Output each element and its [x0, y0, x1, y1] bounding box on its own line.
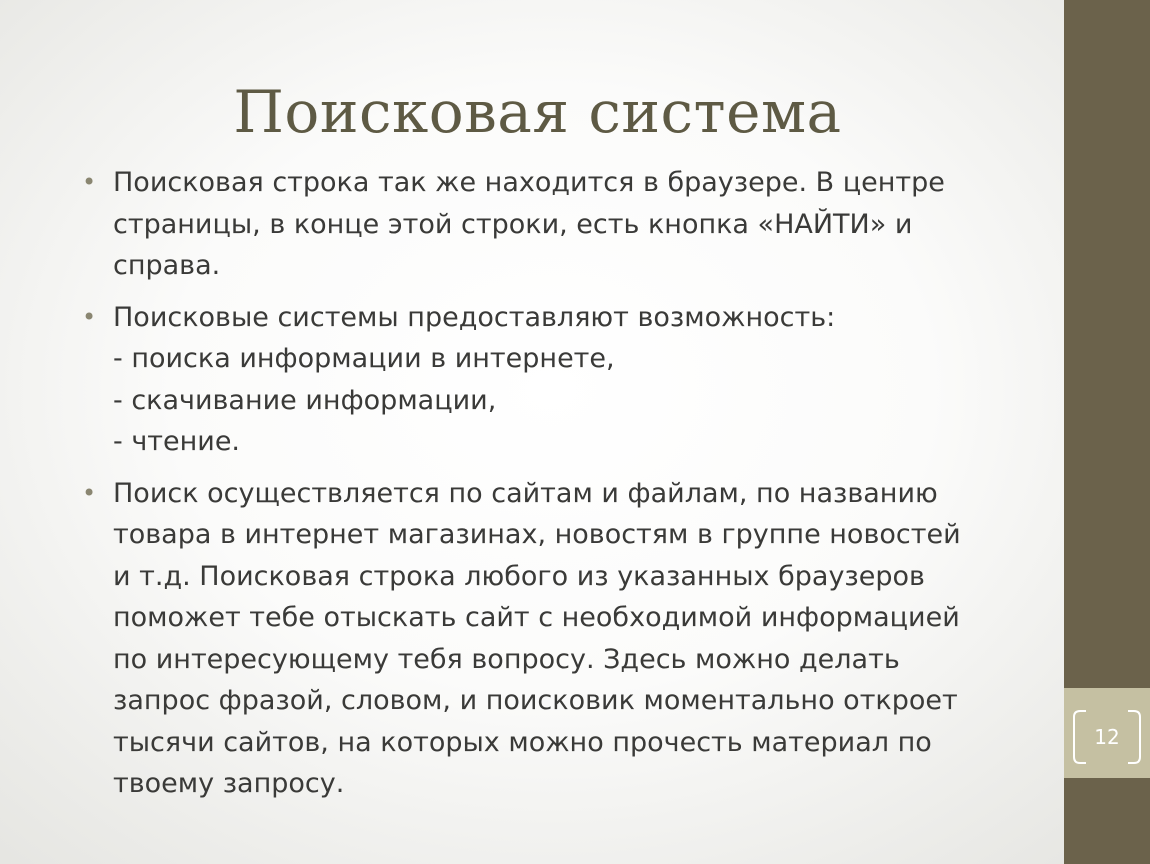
bullet-text-line: страницы, в конце этой строки, есть кнопка «НАЙТИ» и: [113, 208, 913, 240]
bullet-text-line: твоему запросу.: [113, 768, 345, 799]
bullet-text-line: тысячи сайтов, на которых можно прочесть материал по: [113, 726, 932, 758]
bullet-text-line: Поиск осуществляется по сайтам и файлам, по названию: [113, 477, 938, 509]
bullet-text-line: Поисковая строка так же находится в браузере. В центре: [113, 167, 945, 198]
bullet-text-line: товара в интернет магазинах, новостям в группе новостей: [113, 519, 961, 550]
bullet-marker: •: [82, 168, 97, 196]
slide-title: Поисковая система: [233, 78, 842, 146]
page-number: 12: [1094, 725, 1120, 749]
bullet-text-line: - скачивание информации,: [113, 384, 497, 416]
bullet-text-line: справа.: [113, 250, 221, 281]
bullet-marker: •: [82, 302, 97, 331]
bullet-text-line: по интересующему тебя вопросу. Здесь можно делать: [113, 643, 900, 675]
bullet-text-line: запрос фразой, словом, и поисковик моментально откроет: [113, 685, 958, 716]
bullet-item: [82, 473, 1012, 805]
bullet-list: [82, 162, 1012, 815]
bullet-text-line: Поисковые системы предоставляют возможность:: [113, 301, 836, 333]
bullet-item: [82, 162, 1012, 287]
bullet-item: [82, 297, 1012, 463]
bullet-text-line: и т.д. Поисковая строка любого из указанных браузеров: [113, 560, 925, 592]
bullet-text-line: поможет тебе отыскать сайт с необходимой информацией: [113, 602, 960, 633]
page-number-badge: [1072, 709, 1142, 765]
bullet-text-line: - поиска информации в интернете,: [113, 343, 615, 374]
bullet-marker: •: [82, 478, 97, 507]
bullet-text-line: - чтение.: [113, 426, 241, 457]
